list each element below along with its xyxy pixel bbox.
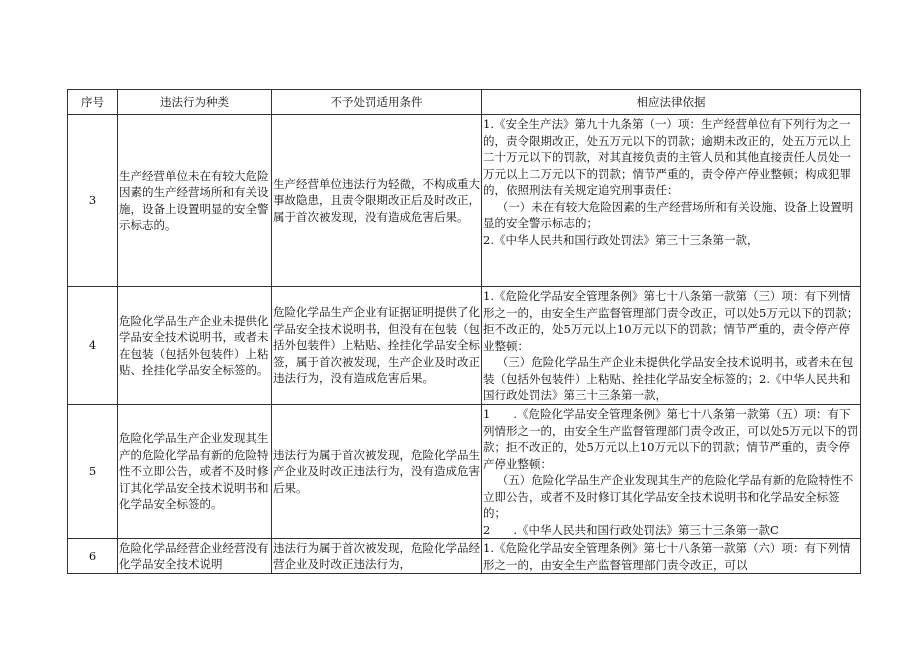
legal-basis-line: 1.《危险化学品安全管理条例》第七十八条第一款第（六）项：有下列情形之一的，由安全生产监督管理部门责令改正，可以: [483, 541, 851, 572]
row-violation-type: 危险化学品生产企业未提供化学品安全技术说明书，或者未在包装（包括外包装件）上粘贴、拴挂化学品安全标签的。: [118, 287, 272, 405]
legal-basis-line: 2.《中华人民共和国行政处罚法》第三十三条第一款，: [483, 232, 759, 247]
row-exemption-condition: 违法行为属于首次被发现，危险化学品生产企业及时改正违法行为，没有造成危害后果。: [272, 405, 482, 539]
row-serial-no: 6: [68, 539, 118, 574]
header-serial-no: 序号: [68, 90, 118, 115]
row-violation-type: 危险化学品生产企业发现其生产的危险化学品有新的危险特性不立即公告，或者不及时修订其化学品安全技术说明书和化学品安全标签的。: [118, 405, 272, 539]
legal-basis-line: （一）未在有较大危险因素的生产经营场所和有关设施、设备上设置明显的安全警示标志的；: [483, 199, 854, 230]
table-row: [68, 115, 861, 287]
legal-basis-line: （三）危险化学品生产企业未提供化学品安全技术说明书，或者未在包装（包括外包装件）上粘贴、拴挂化学品安全标签的；2.《中华人民共和国行政处罚法》第三十三条第一款，: [483, 355, 854, 402]
table-header-row: [68, 90, 861, 115]
table-row: [68, 287, 861, 405]
row-violation-type: 危险化学品经营企业经营没有化学品安全技术说明: [118, 539, 272, 574]
legal-basis-line: 1.《安全生产法》第九十九条第（一）项：生产经营单位有下列行为之一的，责令限期改正，处五万元以下的罚款；逾期未改正的，处五万元以上二十万元以下的罚款，对其直接负责的主管人员和其他直接责任人员处一万元以上二万元以下的罚款；情节严重的，责令停产停业整顿；构成犯罪的，依照刑法有关规定追究刑事责任：: [483, 117, 851, 197]
legal-basis-line: （五）危险化学品生产企业发现其生产的危险化学品有新的危险特性不立即公告，或者不及时修订其化学品安全技术说明书和化学品安全标签的；: [483, 473, 854, 520]
row-legal-basis: [482, 287, 861, 405]
table-row: [68, 405, 861, 539]
legal-basis-line: 2 .《中华人民共和国行政处罚法》第三十三条第一款C: [483, 522, 779, 537]
row-legal-basis: [482, 405, 861, 539]
header-violation-type: 违法行为种类: [118, 90, 272, 115]
header-exemption-condition: 不予处罚适用条件: [272, 90, 482, 115]
row-exemption-condition: 违法行为属于首次被发现，危险化学品经营企业及时改正违法行为，: [272, 539, 482, 574]
header-legal-basis: 相应法律依据: [482, 90, 861, 115]
penalty-exemption-table: [67, 89, 861, 574]
table-row: [68, 539, 861, 574]
row-exemption-condition: 危险化学品生产企业有证据证明提供了化学品安全技术说明书，但没有在包装（包括外包装件）上粘贴、拴挂化学品安全标签，属于首次被发现，生产企业及时改正违法行为，没有造成危害后果。: [272, 287, 482, 405]
row-serial-no: 3: [68, 115, 118, 287]
row-legal-basis: [482, 115, 861, 287]
row-legal-basis: [482, 539, 861, 574]
row-violation-type: 生产经营单位未在有较大危险因素的生产经营场所和有关设施，设备上设置明显的安全警示标志的。: [118, 115, 272, 287]
row-serial-no: 4: [68, 287, 118, 405]
row-exemption-condition: 生产经营单位违法行为轻微，不构成重大事故隐患，且责令限期改正后及时改正，属于首次被发现，没有造成危害后果。: [272, 115, 482, 287]
legal-basis-line: 1 .《危险化学品安全管理条例》第七十八条第一款第（五）项：有下列情形之一的，由安全生产监督管理部门责令改正，可以处5万元以下的罚款；拒不改正的，处5万元以上10万元以下的罚款；情节严重的，责令停产停业整顿：: [483, 407, 859, 471]
legal-basis-line: 1.《危险化学品安全管理条例》第七十八条第一款第（三）项：有下列情形之一的，由安全生产监督管理部门责令改正，可以处5万元以下的罚款；拒不改正的，处5万元以上10万元以下的罚款；情节严重的，责令停产停业整顿：: [483, 289, 859, 353]
row-serial-no: 5: [68, 405, 118, 539]
